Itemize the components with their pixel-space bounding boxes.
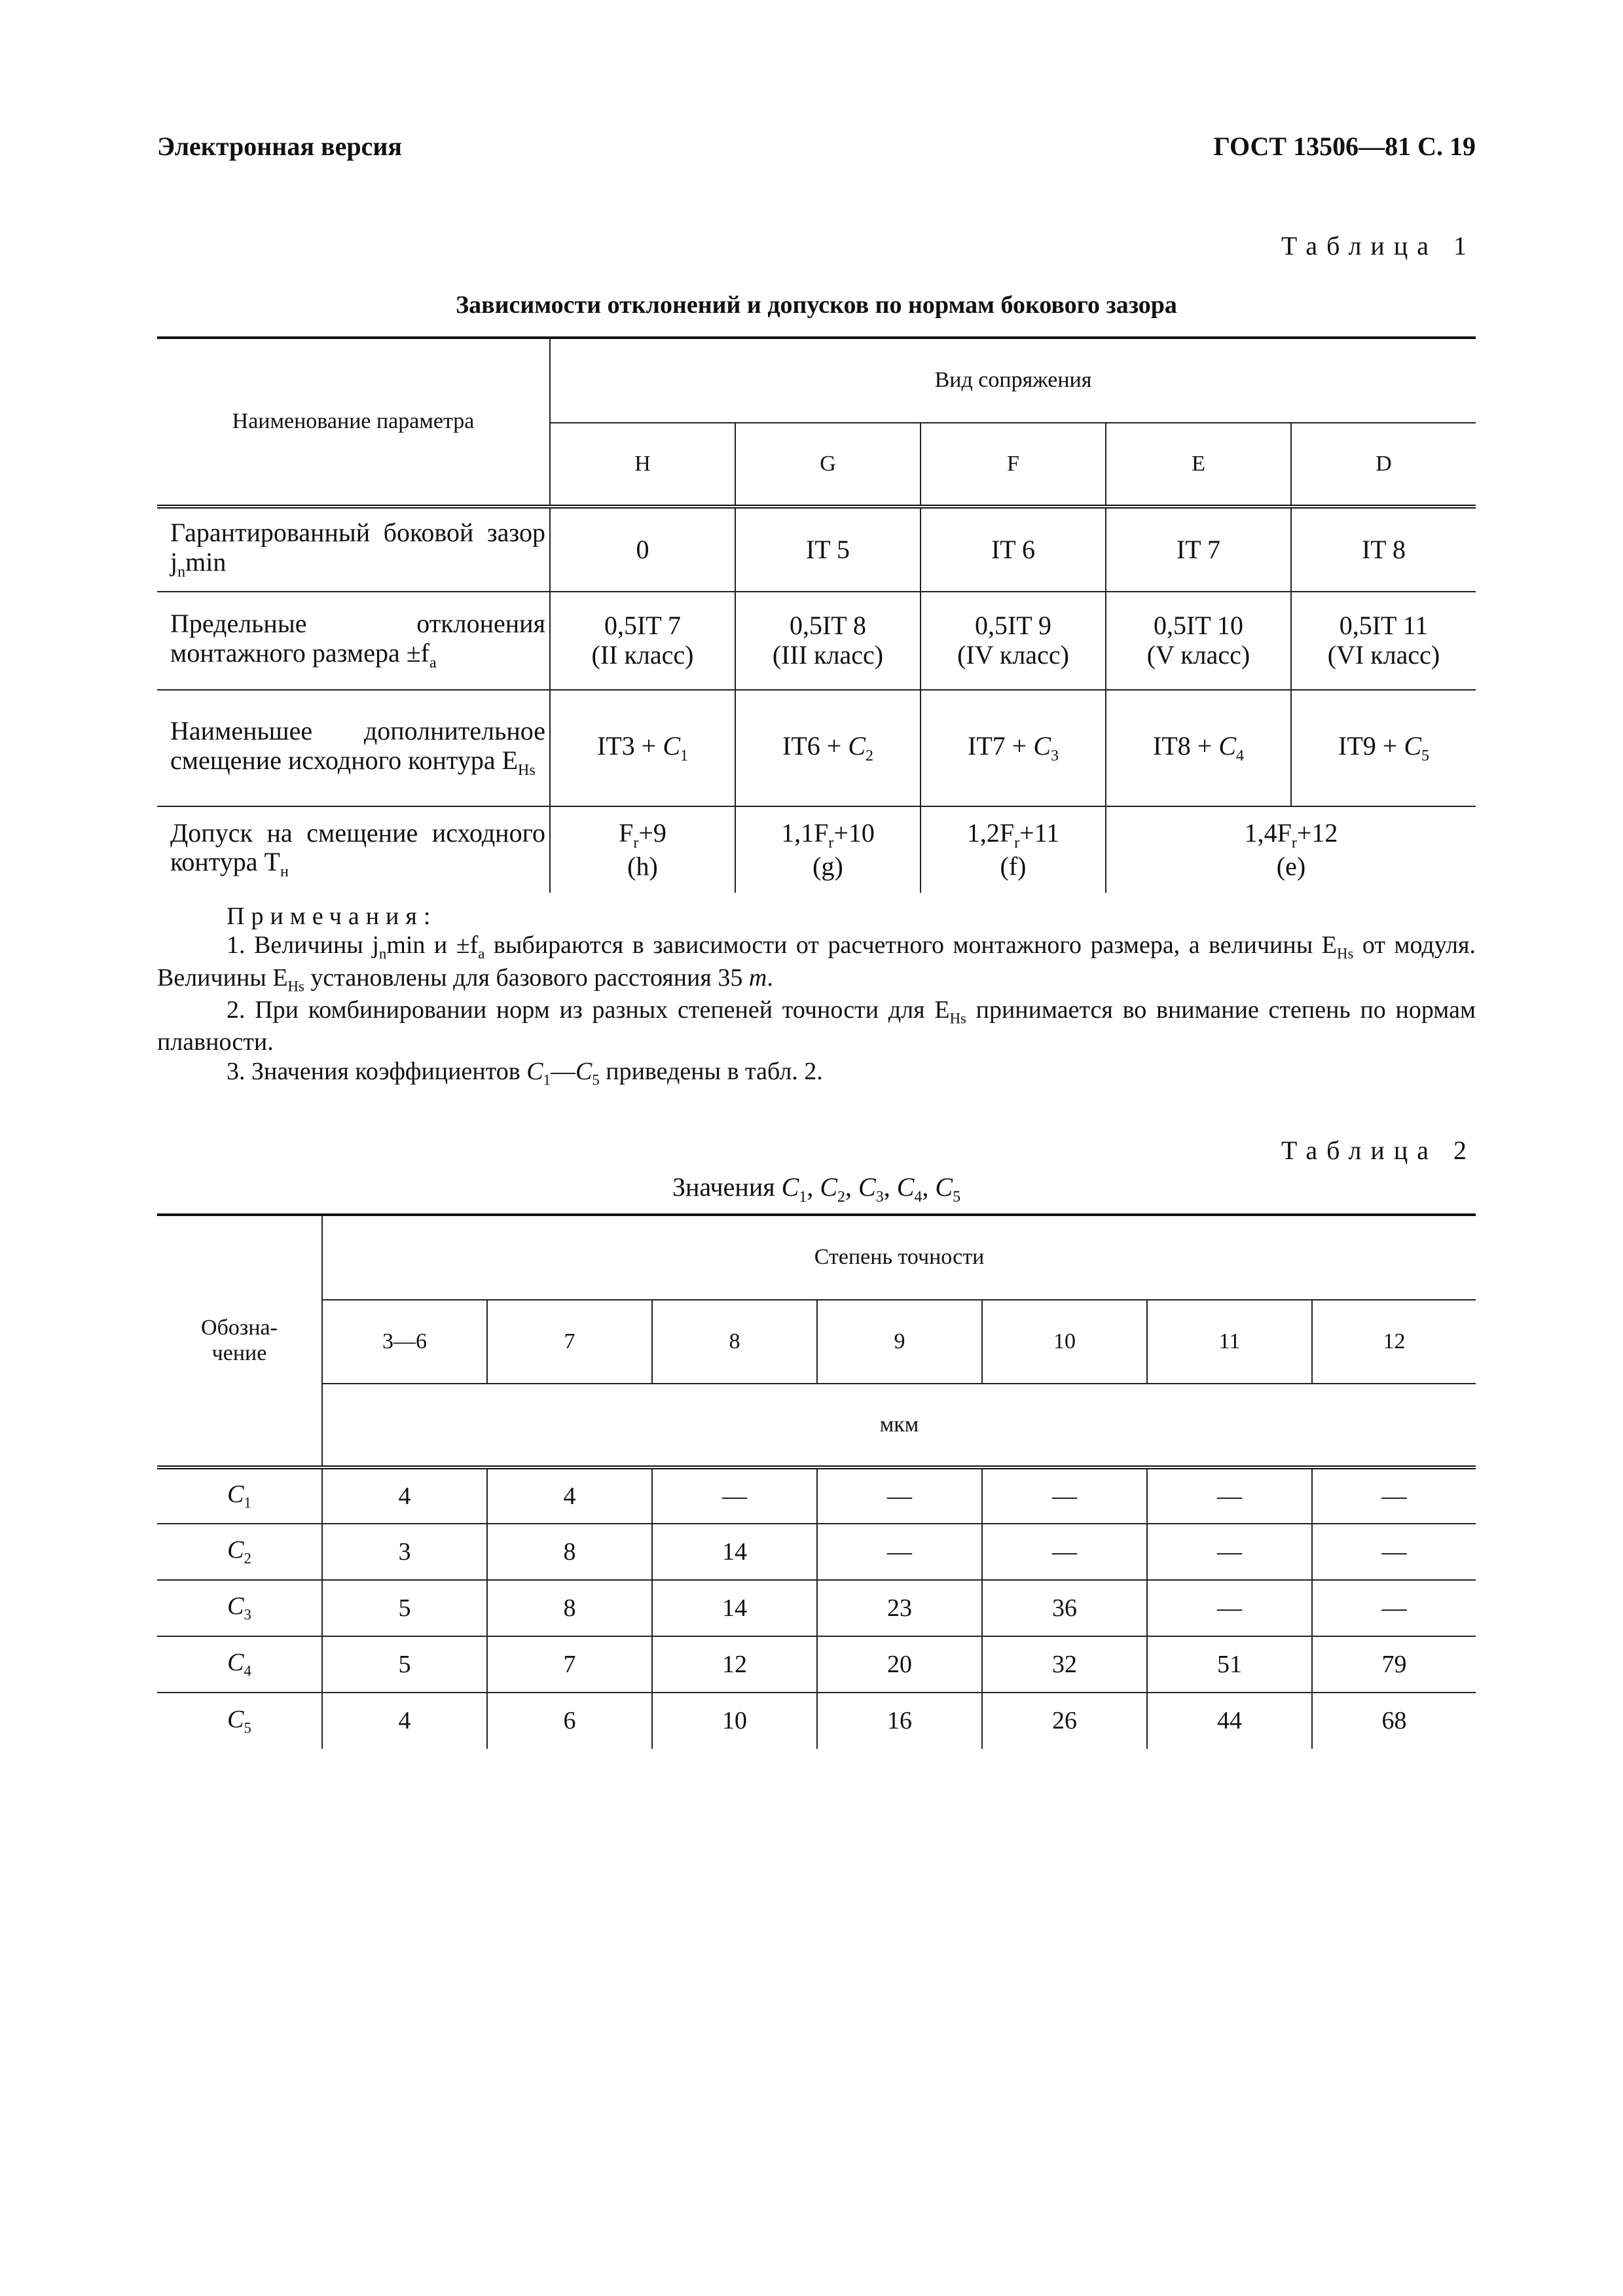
table2-cell: 4 [322, 1693, 487, 1749]
table2-cell: 20 [817, 1636, 982, 1693]
table-row [157, 1580, 1476, 1636]
table1-cell: 0,5IT 10 (V класс) [1106, 592, 1291, 690]
table2-cell: — [1147, 1580, 1312, 1636]
table2-unit: мкм [322, 1384, 1476, 1467]
table2-cell: 3 [322, 1524, 487, 1580]
table1 [157, 336, 1476, 893]
table1-cell: $IT8 + C_4$ [1106, 690, 1291, 806]
table2-cell: — [1312, 1467, 1476, 1524]
table1-cell: 0,5IT 8 (III класс) [735, 592, 921, 690]
table-row [157, 806, 1476, 893]
table1-param-cell: Допуск на смещение исходного контура $T_н$ [157, 806, 550, 893]
table1-cell: IT 5 [735, 507, 921, 592]
table2-designation-header: Обозна- чение [157, 1215, 322, 1467]
table1-cell: $IT3 + C_1$ [550, 690, 735, 806]
table2-cell: 44 [1147, 1693, 1312, 1749]
table2-row-label: $C_4$ [157, 1636, 322, 1693]
table1-cell: $IT7 + C_3$ [921, 690, 1106, 806]
table-row [157, 592, 1476, 690]
table1-col-header: F [921, 423, 1106, 507]
table2-cell: — [1147, 1524, 1312, 1580]
table1-cell: $IT9 + C_5$ [1291, 690, 1476, 806]
table-row [157, 507, 1476, 592]
table2-title: Значения $C_1$, $C_2$, $C_3$, $C_4$, $C_5$ [672, 1172, 961, 1206]
table1-cell: IT 6 [921, 507, 1106, 592]
table2-cell: — [982, 1524, 1147, 1580]
table2-cell: 23 [817, 1580, 982, 1636]
table2-cell: 14 [652, 1580, 817, 1636]
note-3: 3. Значения коэффициентов $C_1—C_5$ приведены в табл. 2. [227, 1057, 823, 1088]
table2-col-header: 11 [1147, 1300, 1312, 1384]
table1-group-header: Вид сопряжения [550, 338, 1476, 423]
table2-col-header: 10 [982, 1300, 1147, 1384]
table2-cell: 36 [982, 1580, 1147, 1636]
table2-col-header: 9 [817, 1300, 982, 1384]
table2-cell: 14 [652, 1524, 817, 1580]
table2-cell: 10 [652, 1693, 817, 1749]
table1-col-header: D [1291, 423, 1476, 507]
table2-cell: 26 [982, 1693, 1147, 1749]
table2-col-header: 7 [487, 1300, 652, 1384]
table1-cell: $1,2F_r+11$ (f) [921, 806, 1106, 893]
table2-cell: 8 [487, 1524, 652, 1580]
table1-cell: 0,5IT 11 (VI класс) [1291, 592, 1476, 690]
table1-label: Таблица 1 [1281, 231, 1476, 260]
note-2: 2. При комбинировании норм из разных степеней точности для $E_{Hs}$ принимается во внимание степень по нормам плавности. [157, 996, 1476, 1056]
table2-row-label: $C_3$ [157, 1580, 322, 1636]
table2-cell: — [1312, 1524, 1476, 1580]
header-left-title: Электронная версия [157, 132, 403, 161]
table2-cell: 4 [487, 1467, 652, 1524]
table2-cell: — [1312, 1580, 1476, 1636]
table1-col-header: G [735, 423, 921, 507]
table2-cell: — [817, 1524, 982, 1580]
table2-col-header: 3—6 [322, 1300, 487, 1384]
table2-cell: 5 [322, 1580, 487, 1636]
table2-label: Таблица 2 [1281, 1136, 1476, 1165]
table1-cell: 0,5IT 7 (II класс) [550, 592, 735, 690]
table2-cell: 51 [1147, 1636, 1312, 1693]
table2 [157, 1213, 1476, 1749]
table1-param-header: Наименование параметра [157, 338, 550, 507]
table1-cell: $IT6 + C_2$ [735, 690, 921, 806]
table2-cell: 12 [652, 1636, 817, 1693]
table1-col-header: E [1106, 423, 1291, 507]
table2-cell: 68 [1312, 1693, 1476, 1749]
table2-group-header: Степень точности [322, 1215, 1476, 1300]
table2-cell: 7 [487, 1636, 652, 1693]
table2-cell: 4 [322, 1467, 487, 1524]
table1-param-cell: Предельные отклонения монтажного размера $\pm f_a$ [157, 592, 550, 690]
table1-cell: $1,1F_r+10$ (g) [735, 806, 921, 893]
table1-col-header: H [550, 423, 735, 507]
table1-param-cell: Гарантированный боковой зазор $j_n\min$ [157, 507, 550, 592]
table2-cell: 16 [817, 1693, 982, 1749]
table-row [157, 1467, 1476, 1524]
table-row [157, 1636, 1476, 1693]
table1-cell: IT 8 [1291, 507, 1476, 592]
table1-cell: IT 7 [1106, 507, 1291, 592]
table2-row-label: $C_5$ [157, 1693, 322, 1749]
table2-cell: — [1147, 1467, 1312, 1524]
table2-col-header: 12 [1312, 1300, 1476, 1384]
table2-cell: 79 [1312, 1636, 1476, 1693]
table-row [157, 1524, 1476, 1580]
table2-cell: 6 [487, 1693, 652, 1749]
table2-row-label: $C_2$ [157, 1524, 322, 1580]
table2-cell: 5 [322, 1636, 487, 1693]
table2-cell: 8 [487, 1580, 652, 1636]
header-standard-page: ГОСТ 13506—81 С. 19 [1213, 132, 1476, 161]
table2-cell: — [652, 1467, 817, 1524]
note-1: 1. Величины $j_n\min$ $и \pm f_a$ выбираются в зависимости от расчетного монтажного размера, а величины $E_{Hs}$ от модуля. Величины $E_{Hs}$ установлены для базового расстояния 35 m. [157, 931, 1476, 995]
table2-cell: — [817, 1467, 982, 1524]
notes-title: Примечания: [227, 903, 437, 930]
table2-row-label: $C_1$ [157, 1467, 322, 1524]
table1-cell: 0,5IT 9 (IV класс) [921, 592, 1106, 690]
table2-cell: 32 [982, 1636, 1147, 1693]
notes [157, 902, 1476, 1089]
table-row [157, 690, 1476, 806]
table2-col-header: 8 [652, 1300, 817, 1384]
table1-title: Зависимости отклонений и допусков по нормам бокового зазора [456, 291, 1177, 319]
table1-param-cell: Наименьшее дополнительное смещение исходного контура $E_{Hs}$ [157, 690, 550, 806]
table2-cell: — [982, 1467, 1147, 1524]
table1-cell: 0 [550, 507, 735, 592]
table1-cell: $1,4F_r+12$ (e) [1106, 806, 1476, 893]
table1-cell: $F_r+9$ (h) [550, 806, 735, 893]
table-row [157, 1693, 1476, 1749]
